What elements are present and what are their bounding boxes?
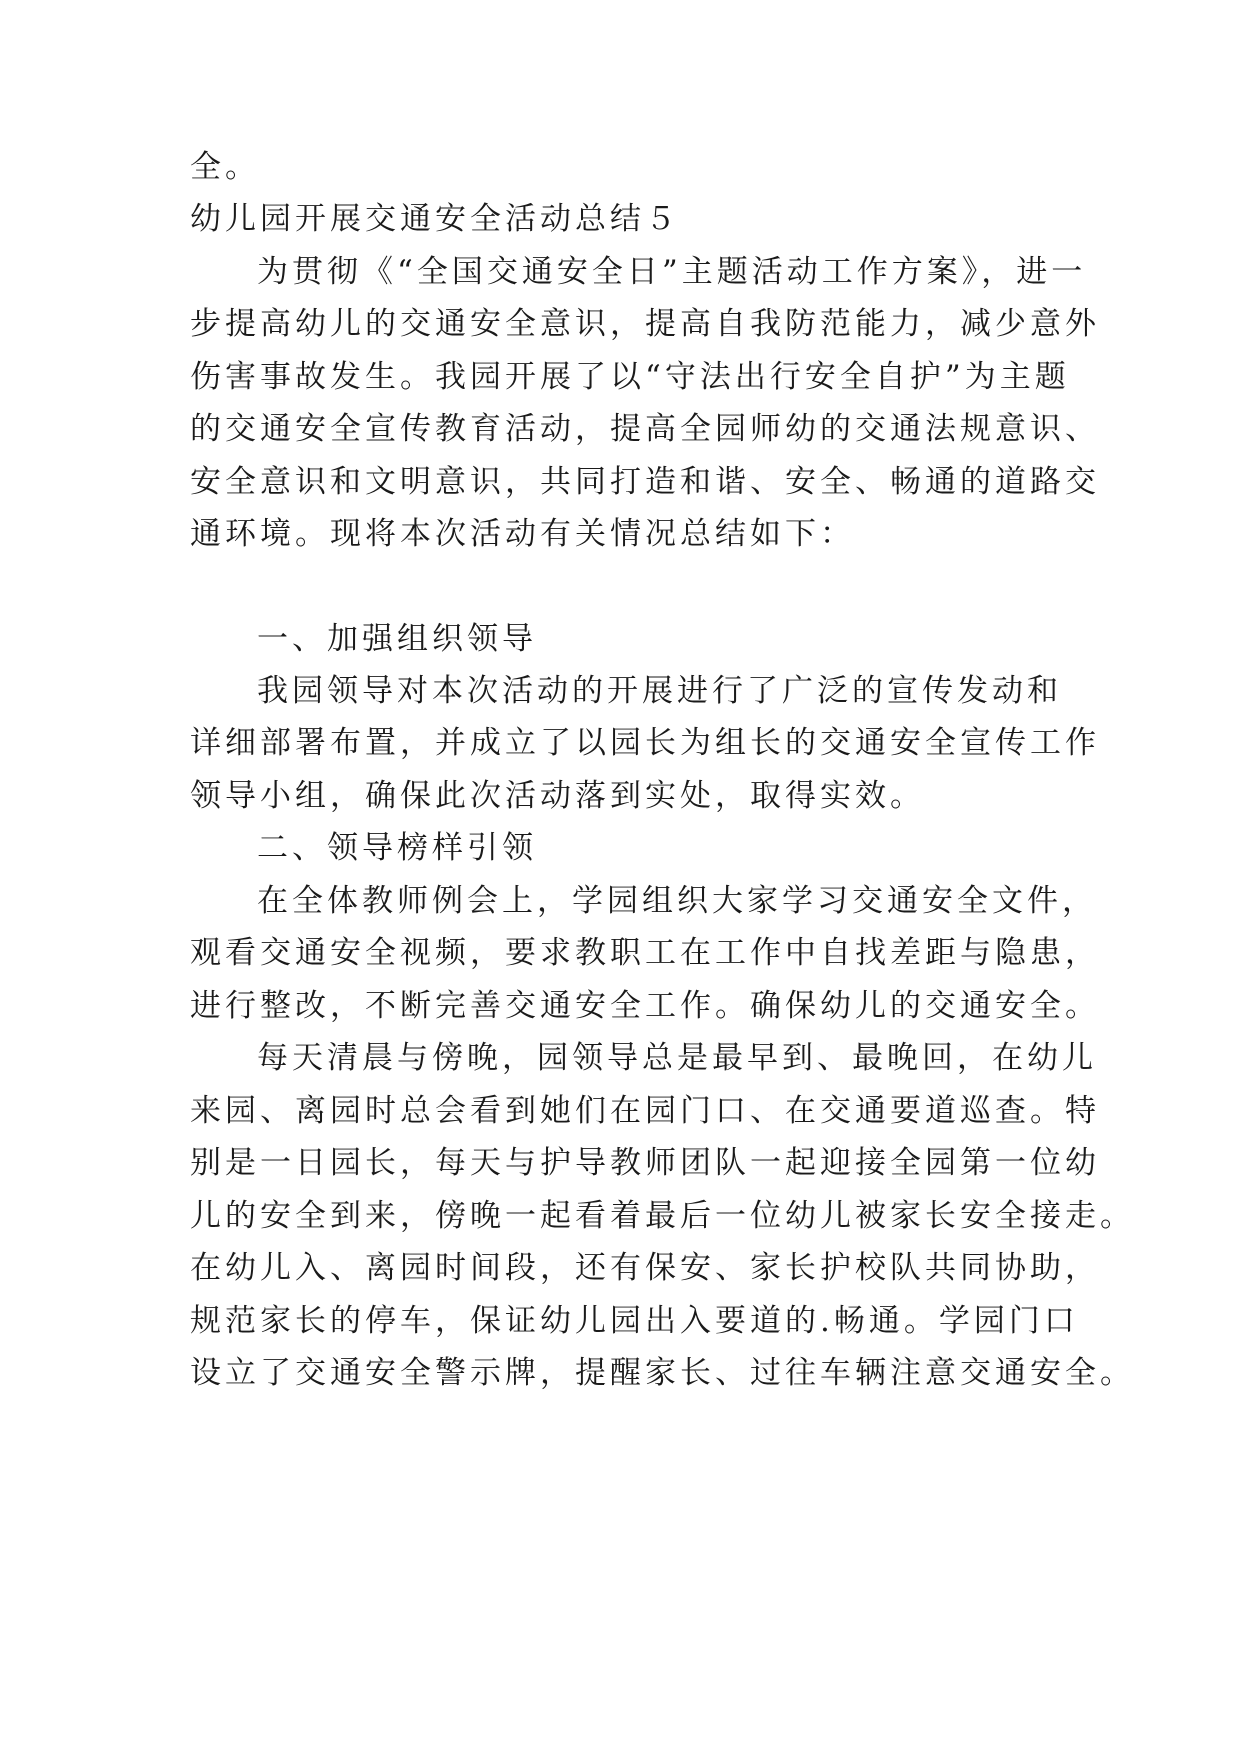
- text-line: 规范家长的停车，保证幼儿园出入要道的.畅通。学园门口: [190, 1303, 1079, 1339]
- text-line: 设立了交通安全警示牌，提醒家长、过往车辆注意交通安全。: [190, 1355, 1135, 1391]
- text-line: 我园领导对本次活动的开展进行了广泛的宣传发动和: [257, 673, 1062, 709]
- text-line: 通环境。现将本次活动有关情况总结如下：: [190, 516, 855, 552]
- subheading: 一、加强组织领导: [257, 621, 537, 657]
- text-line: 为贯彻《“全国交通安全日”主题活动工作方案》，进一: [257, 254, 1087, 290]
- text-line: 的交通安全宣传教育活动，提高全园师幼的交通法规意识、: [190, 411, 1100, 447]
- text-line: 伤害事故发生。我园开展了以“守法出行安全自护”为主题: [190, 359, 1070, 395]
- text-line: 进行整改，不断完善交通安全工作。确保幼儿的交通安全。: [190, 988, 1100, 1024]
- text-line: 别是一日园长，每天与护导教师团队一起迎接全园第一位幼: [190, 1145, 1100, 1181]
- text-line: 详细部署布置，并成立了以园长为组长的交通安全宣传工作: [190, 725, 1100, 761]
- text-line: 来园、离园时总会看到她们在园门口、在交通要道巡查。特: [190, 1093, 1100, 1129]
- text-line: 在幼儿入、离园时间段，还有保安、家长护校队共同协助，: [190, 1250, 1100, 1286]
- text-line: 观看交通安全视频，要求教职工在工作中自找差距与隐患，: [190, 935, 1100, 971]
- text-line: 在全体教师例会上，学园组织大家学习交通安全文件，: [257, 883, 1097, 919]
- text-line: 步提高幼儿的交通安全意识，提高自我防范能力，减少意外: [190, 306, 1100, 342]
- text-line: 安全意识和文明意识，共同打造和谐、安全、畅通的道路交: [190, 464, 1100, 500]
- text-line: 全。: [190, 149, 260, 185]
- text-line: 每天清晨与傍晚，园领导总是最早到、最晚回，在幼儿: [257, 1040, 1097, 1076]
- text-line: 儿的安全到来，傍晚一起看着最后一位幼儿被家长安全接走。: [190, 1198, 1135, 1234]
- text-line: 领导小组，确保此次活动落到实处，取得实效。: [190, 778, 925, 814]
- subheading: 二、领导榜样引领: [257, 830, 537, 866]
- section-title: 幼儿园开展交通安全活动总结５: [190, 201, 680, 237]
